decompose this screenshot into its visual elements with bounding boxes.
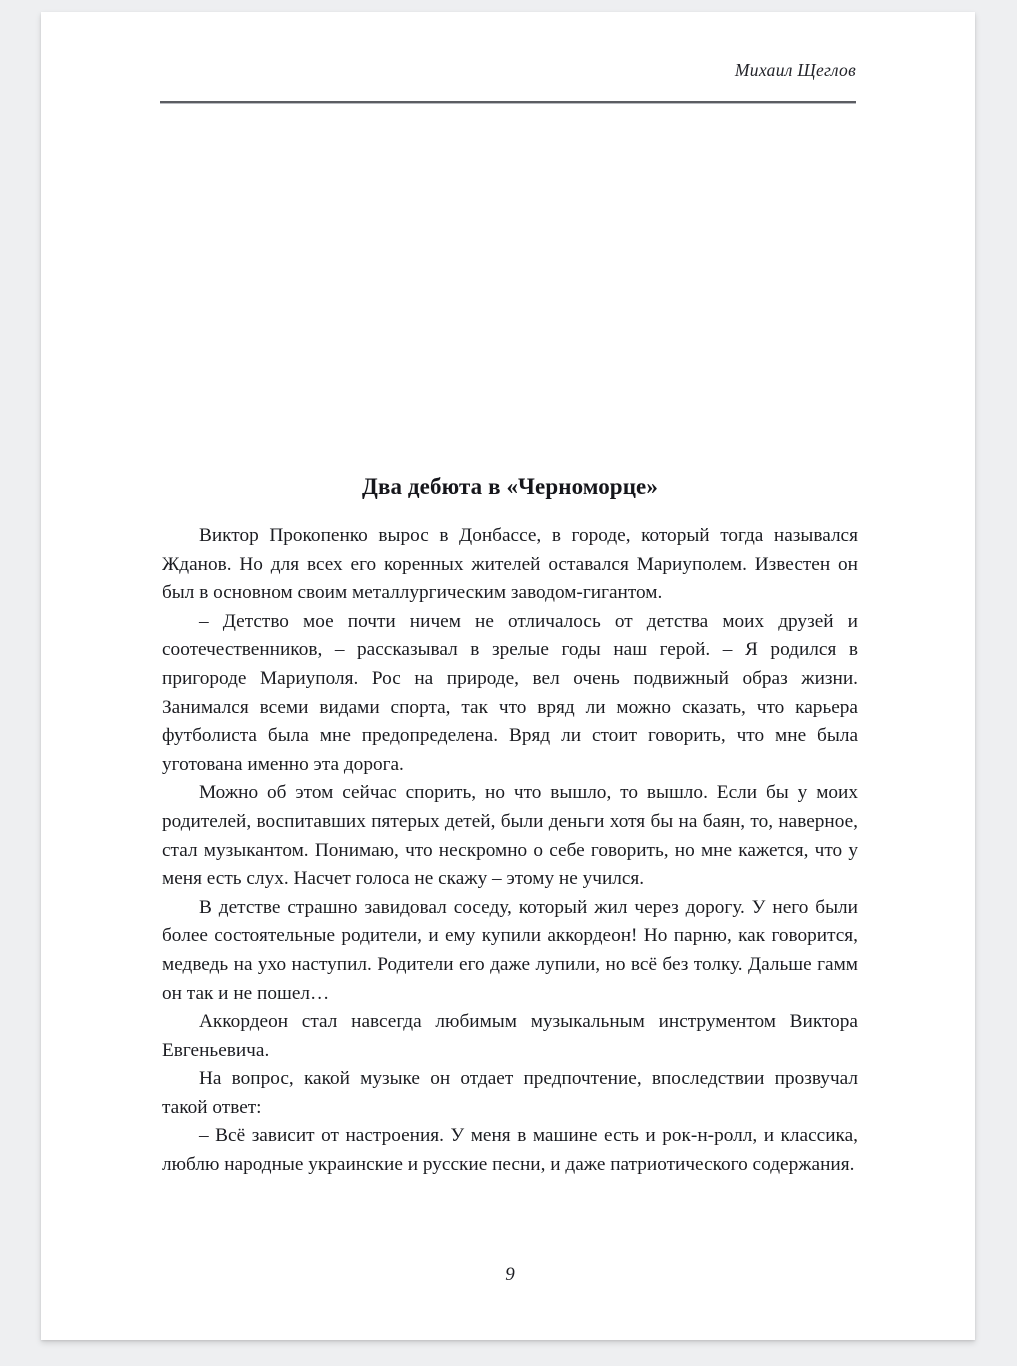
body-paragraph: – Детство мое почти ничем не отличалось от детства моих друзей и соотечественников, – рассказывал в зрелые годы наш герой. – Я родился в пригороде Мариуполя. Рос на природе, вел очень подвижный образ жизни. Занимался всеми видами спорта, так что вряд ли можно сказать, что карьера футболиста была мне предопределена. Вряд ли стоит говорить, что мне была уготована именно эта дорога. xyxy=(162,610,858,775)
body-paragraph: На вопрос, какой музыке он отдает предпочтение, впоследствии прозвучал такой ответ: xyxy=(162,1068,858,1118)
body-paragraph: Можно об этом сейчас спорить, но что вышло, то вышло. Если бы у моих родителей, воспитавших пятерых детей, были деньги хотя бы на баян, то, наверное, стал музыкантом. Понимаю, что нескромно о себе говорить, но мне кажется, что у меня есть слух. Насчет голоса не скажу – этому не учился. xyxy=(162,782,858,890)
body-paragraph: – Всё зависит от настроения. У меня в машине есть и рок-н-ролл, и классика, люблю народные украинские и русские песни, и даже патриотического содержания. xyxy=(162,1125,858,1176)
header-rule xyxy=(160,101,856,104)
body-paragraph: Аккордеон стал навсегда любимым музыкальным инструментом Виктора Евгеньевича. xyxy=(162,1011,858,1061)
running-head: Михаил Щеглов xyxy=(734,60,856,80)
chapter-title: Два дебюта в «Черноморце» xyxy=(362,474,658,499)
page-number: 9 xyxy=(505,1264,515,1285)
body-paragraph: В детстве страшно завидовал соседу, который жил через дорогу. У него были более состоятельные родители, и ему купили аккордеон! Но парню, как говорится, медведь на ухо наступил. Родители его даже лупили, но всё без толку. Дальше гамм он так и не пошел… xyxy=(162,896,858,1004)
body-paragraph: Виктор Прокопенко вырос в Донбассе, в городе, который тогда назывался Жданов. Но для всех его коренных жителей оставался Мариуполем. Известен он был в основном своим металлургическим заводом-гигантом. xyxy=(162,525,858,604)
text-block xyxy=(162,474,858,1180)
page-sheet xyxy=(41,12,975,1340)
